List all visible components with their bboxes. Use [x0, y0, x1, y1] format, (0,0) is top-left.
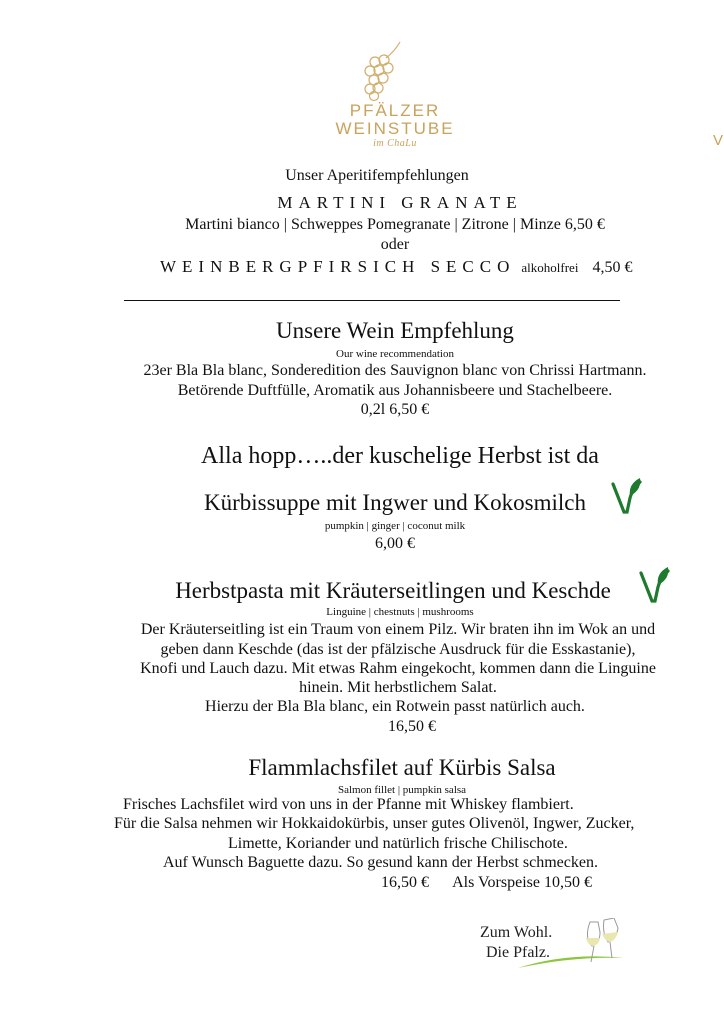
dish-1-subtitle: pumpkin | ginger | coconut milk [324, 520, 466, 532]
logo-line-3: im ChaLu [373, 138, 417, 149]
aperitif-drink-1-description: Martini bianco | Schweppes Pomegranate | Zitrone | Minze 6,50 € [185, 216, 605, 233]
dish-2-name: Herbstpasta mit Kräuterseitlingen und Keschde [175, 578, 611, 603]
footer-line-1: Zum Wohl. [480, 924, 553, 941]
dish-3-price: 16,50 € Als Vorspeise 10,50 € [381, 874, 592, 891]
aperitif-drink-2-price: 4,50 € [592, 259, 633, 276]
dish-2-subtitle: Linguine | chestnuts | mushrooms [326, 606, 474, 618]
aperitif-drink-2-note: alkoholfrei [521, 260, 579, 275]
aperitif-drink-2 [160, 257, 632, 277]
wine-subheading: Our wine recommendation [336, 348, 454, 360]
dish-2-description-4: hinein. Mit herbstlichem Salat. [299, 679, 497, 696]
edge-fragment: V [713, 132, 724, 149]
dish-2-description-2: geben dann Keschde (das ist der pfälzische Ausdruck für die Esskastanie), [160, 641, 636, 658]
grape-icon [330, 40, 460, 102]
dish-3-description-3: Limette, Koriander und natürlich frische Chilischote. [228, 835, 568, 852]
aperitif-heading: Unser Aperitifempfehlungen [285, 167, 469, 184]
dish-2-description-5: Hierzu der Bla Bla blanc, ein Rotwein passt natürlich auch. [205, 698, 585, 715]
dish-3-name: Flammlachsfilet auf Kürbis Salsa [248, 755, 556, 780]
season-heading: Alla hopp…..der kuschelige Herbst ist da [201, 443, 599, 469]
vegan-icon [610, 476, 642, 516]
dish-2-description-3: Knofi und Lauch dazu. Mit etwas Rahm eingekocht, kommen dann die Linguine [140, 660, 656, 677]
dish-1-price: 6,00 € [375, 535, 415, 552]
zum-wohl-logo [478, 918, 628, 974]
dish-3-description-2: Für die Salsa nehmen wir Hokkaidokürbis, unser gutes Olivenöl, Ingwer, Zucker, [114, 815, 635, 832]
vegan-icon [638, 565, 670, 605]
wine-price: 0,2l 6,50 € [360, 401, 430, 418]
footer-line-2: Die Pfalz. [486, 944, 550, 961]
wine-description-1: 23er Bla Bla blanc, Sonderedition des Sauvignon blanc von Chrissi Hartmann. [143, 362, 647, 379]
wine-description-2: Betörende Duftfülle, Aromatik aus Johannisbeere und Stachelbeere. [177, 382, 613, 399]
logo-line-2: WEINSTUBE [335, 119, 455, 138]
section-divider [124, 300, 620, 301]
dish-2-price: 16,50 € [388, 718, 436, 735]
dish-3-subtitle: Salmon fillet | pumpkin salsa [337, 784, 467, 796]
aperitif-or: oder [380, 236, 410, 253]
dish-2-description-1: Der Kräuterseitling ist ein Traum von einem Pilz. Wir braten ihn im Wok an und [140, 621, 656, 638]
dish-3-description-1: Frisches Lachsfilet wird von uns in der Pfanne mit Whiskey flambiert. [123, 796, 574, 813]
restaurant-logo [330, 40, 460, 160]
wine-heading: Unsere Wein Empfehlung [276, 318, 514, 343]
dish-3-description-4: Auf Wunsch Baguette dazu. So gesund kann der Herbst schmecken. [163, 854, 598, 871]
logo-line-1: PFÄLZER [349, 101, 441, 120]
aperitif-drink-1-name: MARTINI GRANATE [277, 193, 523, 212]
dish-1-name: Kürbissuppe mit Ingwer und Kokosmilch [203, 490, 586, 515]
wine-glasses-icon [478, 918, 628, 974]
aperitif-drink-2-name: WEINBERGPFIRSICH SECCO [160, 257, 516, 276]
